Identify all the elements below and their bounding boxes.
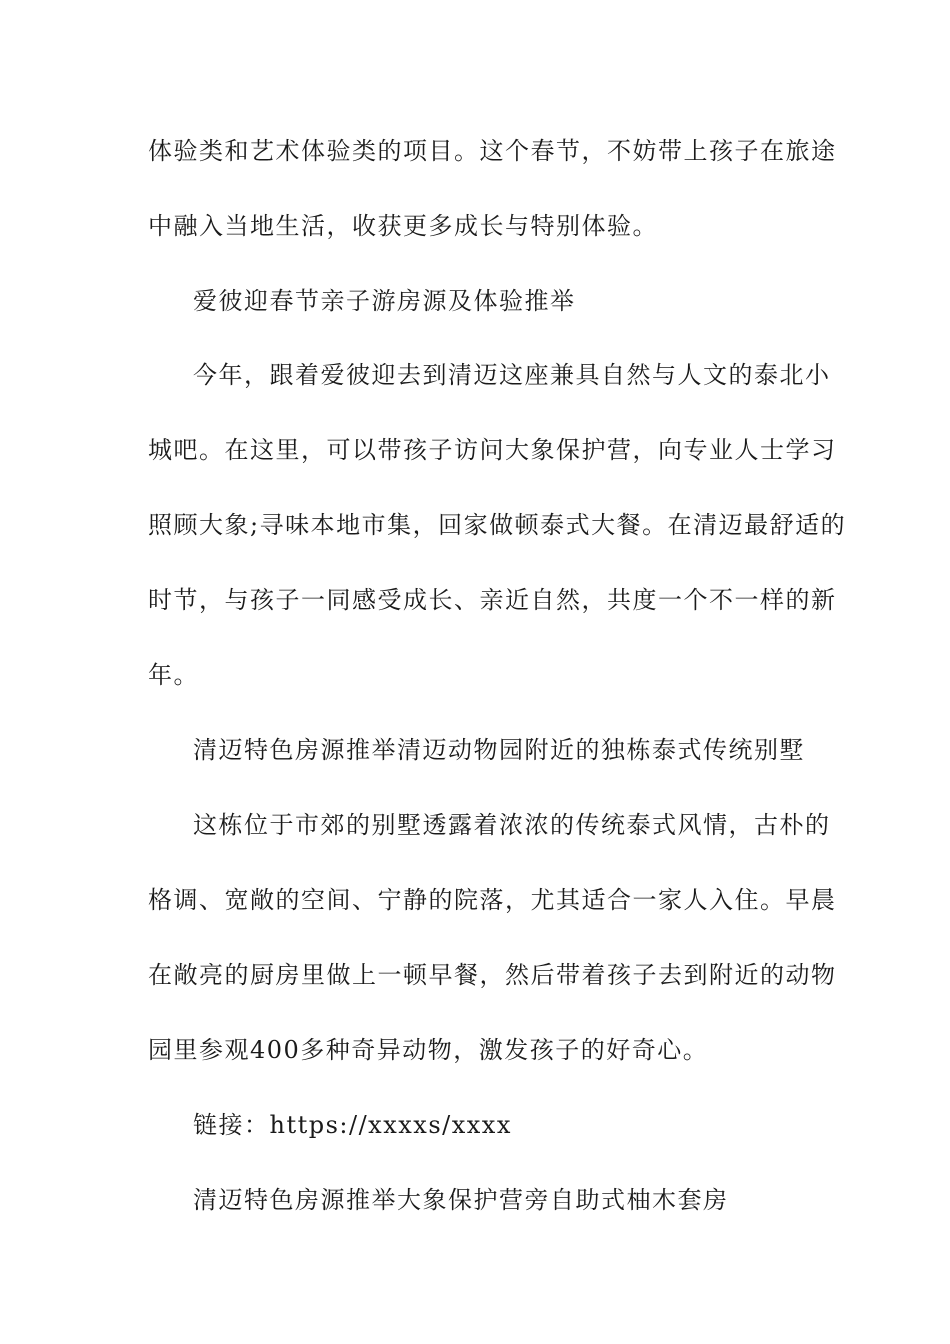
paragraph-line: 中融入当地生活，收获更多成长与特别体验。 <box>148 212 658 240</box>
section-heading: 爱彼迎春节亲子游房源及体验推举 <box>193 287 576 315</box>
paragraph-line: 年。 <box>148 661 199 689</box>
paragraph-line: 照顾大象;寻味本地市集，回家做顿泰式大餐。在清迈最舒适的 <box>148 511 847 539</box>
paragraph-line: 在敞亮的厨房里做上一顿早餐，然后带着孩子去到附近的动物 <box>148 961 837 989</box>
paragraph-line: 城吧。在这里，可以带孩子访问大象保护营，向专业人士学习 <box>148 436 837 464</box>
paragraph-line: 格调、宽敞的空间、宁静的院落，尤其适合一家人入住。早晨 <box>148 886 837 914</box>
section-heading: 清迈特色房源推举大象保护营旁自助式柚木套房 <box>193 1186 729 1214</box>
paragraph-line: 园里参观400多种奇异动物，激发孩子的好奇心。 <box>148 1036 709 1064</box>
section-heading: 清迈特色房源推举清迈动物园附近的独栋泰式传统别墅 <box>193 736 805 764</box>
paragraph-line: 今年，跟着爱彼迎去到清迈这座兼具自然与人文的泰北小 <box>193 361 831 389</box>
paragraph-line: 体验类和艺术体验类的项目。这个春节，不妨带上孩子在旅途 <box>148 137 837 165</box>
paragraph-line: 这栋位于市郊的别墅透露着浓浓的传统泰式风情，古朴的 <box>193 811 831 839</box>
link-line: 链接：https://xxxxs/xxxx <box>193 1111 512 1139</box>
paragraph-line: 时节，与孩子一同感受成长、亲近自然，共度一个不一样的新 <box>148 586 837 614</box>
